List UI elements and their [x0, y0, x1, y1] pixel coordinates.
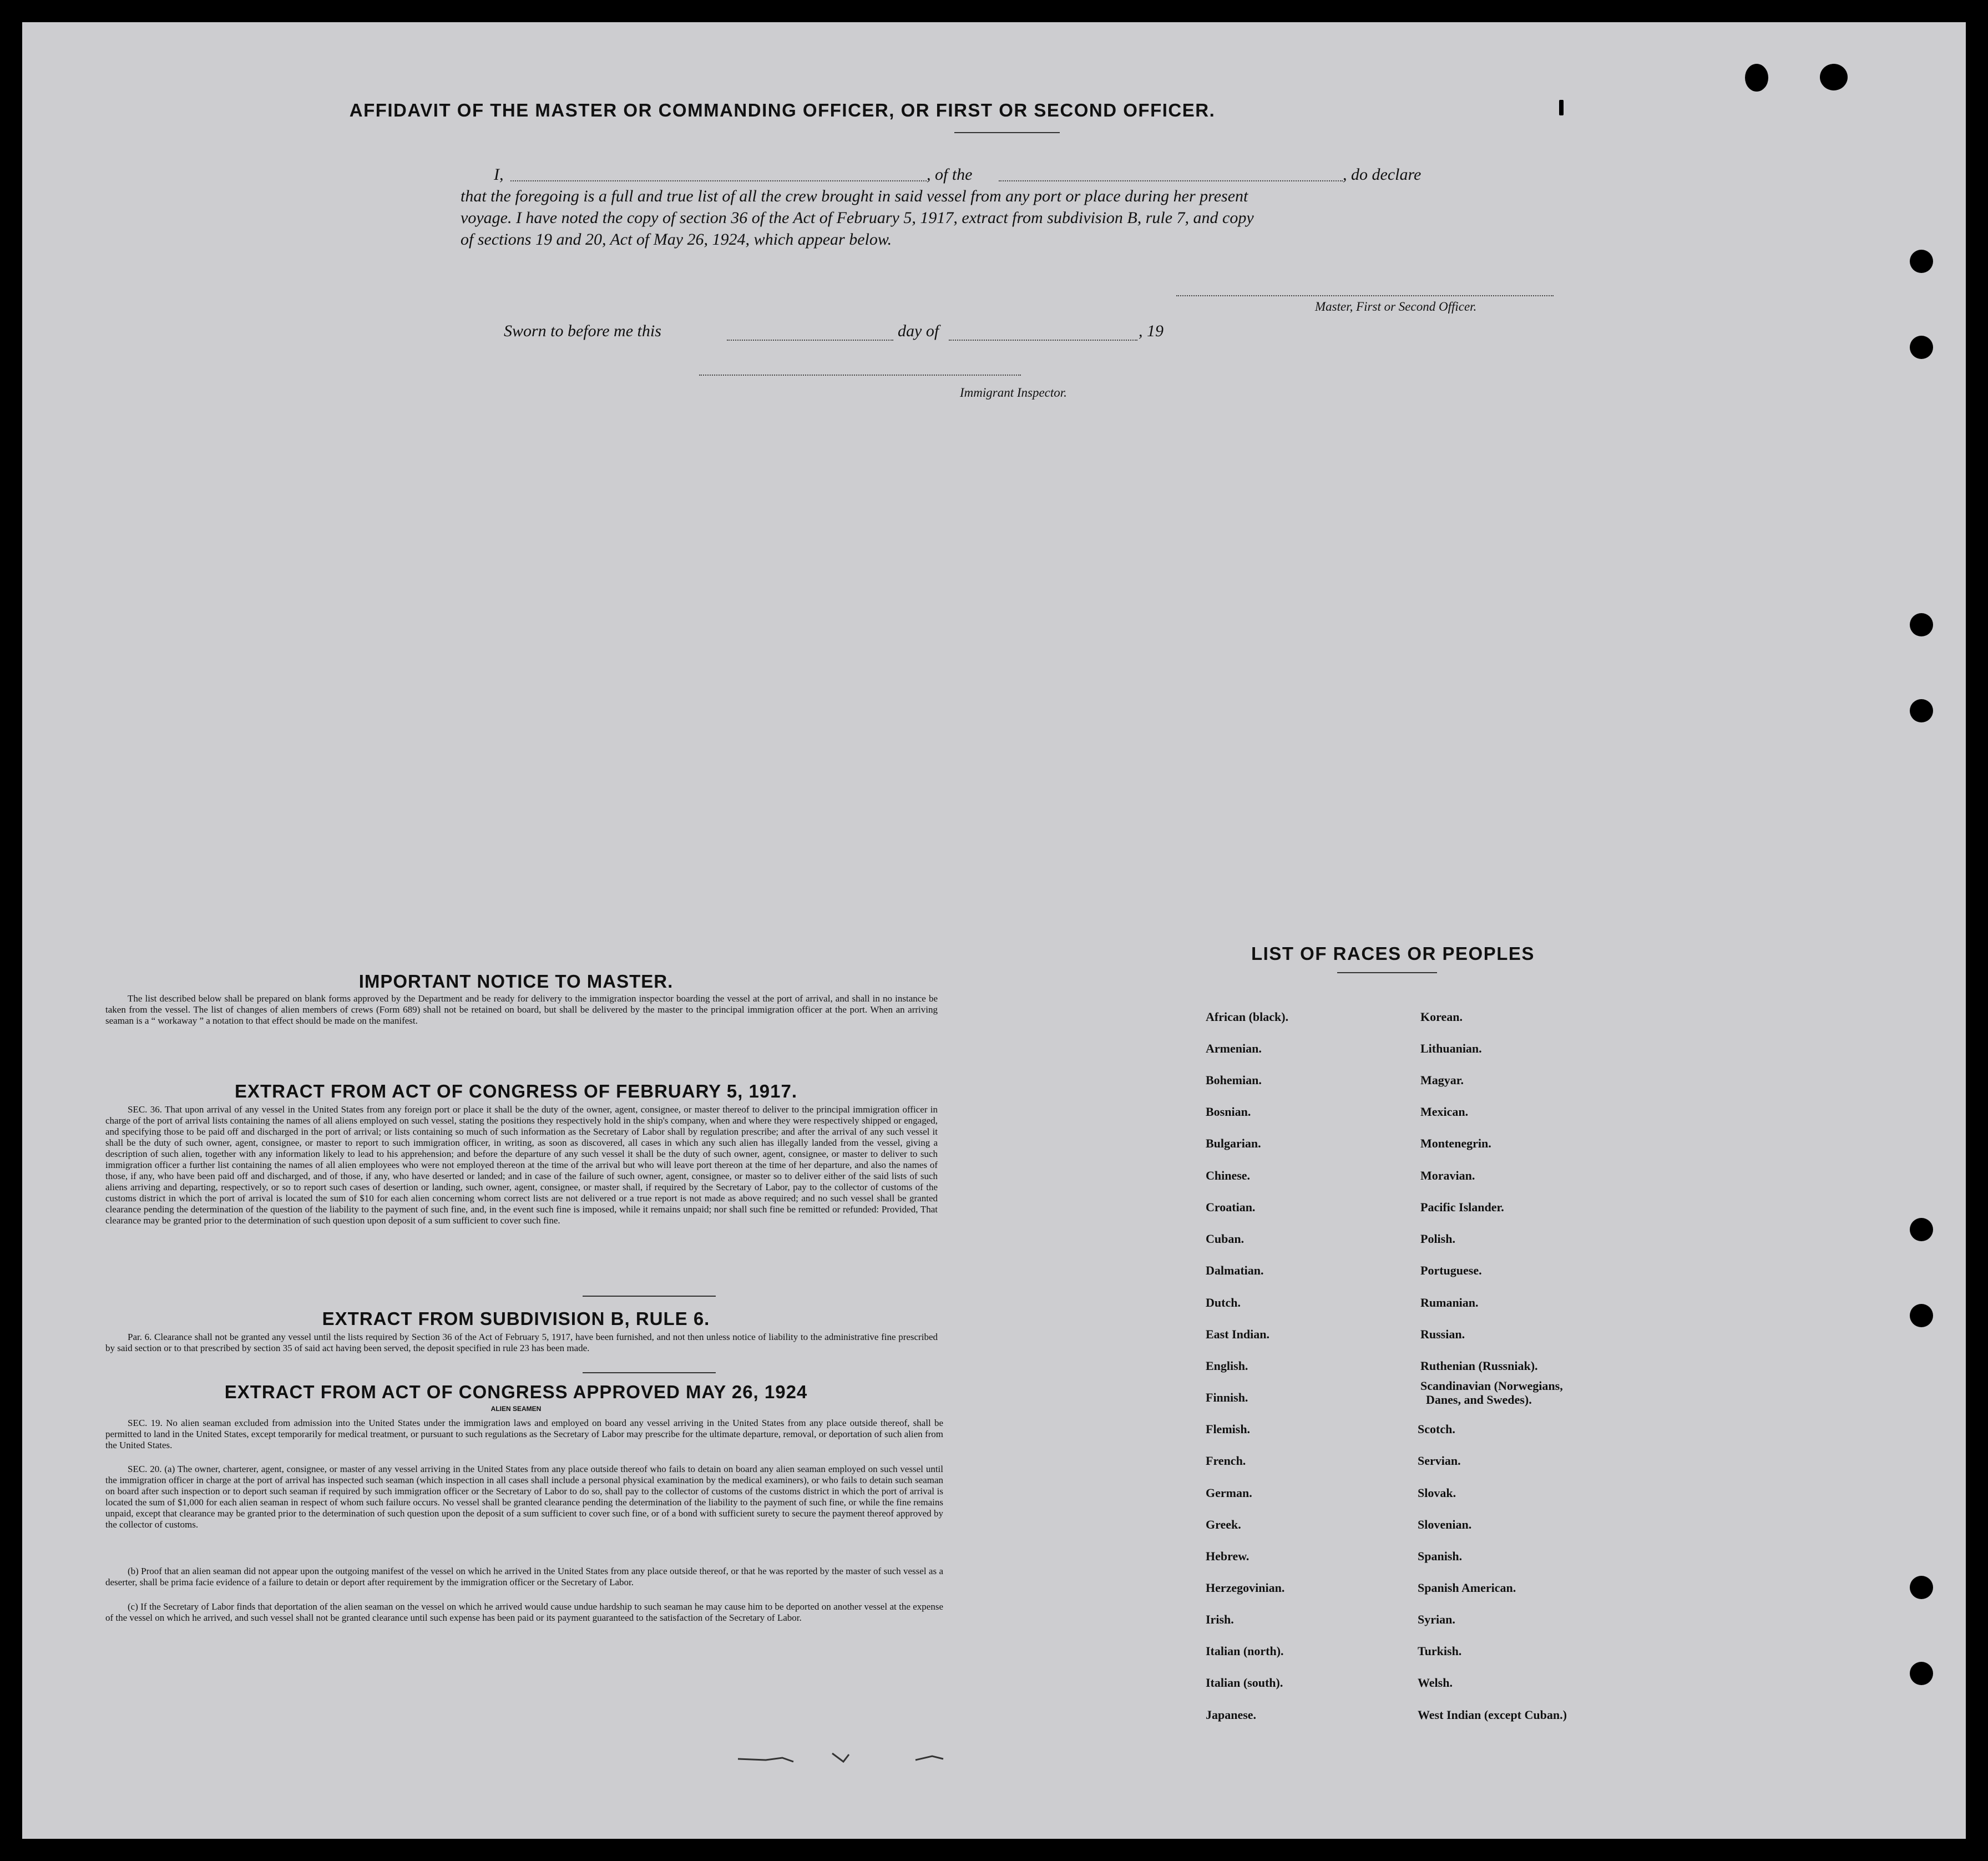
race-item-left: Italian (south). [1206, 1676, 1283, 1690]
inspector-label: Immigrant Inspector. [960, 386, 1067, 399]
race-item-right: Portuguese. [1420, 1263, 1482, 1277]
race-item-left: Flemish. [1206, 1422, 1251, 1436]
race-item-left: Italian (north). [1206, 1644, 1284, 1658]
race-item-left: Japanese. [1206, 1708, 1257, 1722]
races-title-underline [1337, 972, 1437, 973]
inspector-signature-line [699, 375, 1021, 376]
race-item-left: Dutch. [1206, 1296, 1241, 1309]
race-item-left: German. [1206, 1486, 1252, 1500]
pencil-marks [732, 1731, 999, 1776]
race-item-right: Servian. [1418, 1454, 1461, 1468]
extract-1924-sec20c: (c) If the Secretary of Labor finds that deportation of the alien seaman on the vessel on which he arrived would cause undue hardship to such seaman he may cause him to be deported on another vessel at the expense of the vessel on which he arrived, and such vessel shall not be granted clearance until such expense has been paid or its payment guaranteed to the satisfaction of the Secretary of Labor. [105, 1601, 943, 1623]
race-item-left: Croatian. [1206, 1200, 1256, 1214]
race-item-left: English. [1206, 1359, 1248, 1373]
race-item-left: Bohemian. [1206, 1073, 1262, 1087]
name-blank [510, 180, 927, 181]
race-item-right: Syrian. [1418, 1612, 1455, 1626]
race-item-left: Hebrew. [1206, 1549, 1250, 1563]
section-divider [583, 1296, 716, 1297]
declaration-line-3: voyage. I have noted the copy of section 36 of the Act of February 5, 1917, extract from subdivision B, rule 7, and copy [461, 209, 1254, 227]
race-item-right: Slovak. [1418, 1486, 1456, 1500]
race-item-right: Scotch. [1418, 1422, 1455, 1436]
race-item-right: Magyar. [1420, 1073, 1464, 1087]
race-scandinavian-continued: Danes, and Swedes). [1426, 1393, 1532, 1407]
race-item-left: Irish. [1206, 1612, 1234, 1626]
ink-blot [1745, 64, 1768, 92]
declaration-text [461, 164, 1565, 250]
race-item-left: East Indian. [1206, 1327, 1269, 1341]
decl-of-the: , of the [927, 165, 973, 184]
race-item-right: Rumanian. [1420, 1296, 1479, 1309]
race-item-left: African (black). [1206, 1010, 1289, 1024]
race-item-right: Slovenian. [1418, 1518, 1472, 1531]
master-signature-line [1176, 295, 1554, 296]
ink-blot [1820, 64, 1848, 90]
punch-hole [1910, 1662, 1933, 1685]
punch-hole [1910, 613, 1933, 636]
extract-1924-sec20a: SEC. 20. (a) The owner, charterer, agent, consignee, or master of any vessel arriving in the United States from any place outside thereof who fails to detain on board any alien seaman employed on such vessel until the immigration officer in charge at the port of arrival has inspected such seaman (which inspection in all cases shall include a personal physical examination by the medical examiners), or who fails to detain such seaman on board after such inspection or to deport such seaman if required by such immigration officer or the Secretary of Labor to do so, shall pay to the collector of customs of the customs district in which the port of arrival is located the sum of $1,000 for each alien seaman in respect of whom such failure occurs. No vessel shall be granted clearance pending the determination of the liability to the payment of such fine, or while the fine remains unpaid, except that clearance may be granted prior to the determination of such question upon the deposit of a sum sufficient to cover such fine, or of a bond with sufficient surety to secure the payment thereof approved by the collector of customs. [105, 1464, 943, 1530]
declaration-line-2: that the foregoing is a full and true list of all the crew brought in said vessel from any port or place during her present [461, 187, 1248, 205]
punch-hole [1910, 699, 1933, 722]
race-item-left: Bosnian. [1206, 1105, 1251, 1119]
race-item-right: Scandinavian (Norwegians, [1420, 1379, 1563, 1393]
race-item-right: Pacific Islander. [1420, 1200, 1504, 1214]
title-underline [954, 132, 1060, 133]
race-item-left: Armenian. [1206, 1041, 1262, 1055]
race-item-right: Mexican. [1420, 1105, 1469, 1119]
extract-1924-title: EXTRACT FROM ACT OF CONGRESS APPROVED MAY 26, 1924 [224, 1382, 808, 1402]
sworn-text: Sworn to before me this [504, 322, 661, 340]
race-item-right: Turkish. [1418, 1644, 1462, 1658]
extract-1917-title: EXTRACT FROM ACT OF CONGRESS OF FEBRUARY 5, 1917. [234, 1081, 798, 1101]
race-item-right: Welsh. [1418, 1676, 1453, 1690]
sworn-month-blank [949, 340, 1137, 341]
punch-hole [1910, 336, 1933, 359]
race-item-right: West Indian (except Cuban.) [1418, 1708, 1567, 1722]
race-item-right: Korean. [1420, 1010, 1463, 1024]
notice-title: IMPORTANT NOTICE TO MASTER. [358, 971, 674, 992]
extract-rule6-title: EXTRACT FROM SUBDIVISION B, RULE 6. [322, 1308, 710, 1329]
punch-hole [1910, 250, 1933, 273]
extract-1917-body: SEC. 36. That upon arrival of any vessel in the United States from any foreign port or place it shall be the duty of the owner, agent, consignee, or master thereof to deliver to the principal immigration officer in charge of the port of arrival lists containing the names of all aliens employed on such vessel, stating the positions they respectively hold in the ship's company, when and where they were respectively shipped or engaged, and specifying those to be paid off and discharged in the port of arrival; or lists containing so much of such information as the Secretary of Labor shall by regulation prescribe; and after the arrival of any such vessel it shall be the duty of such owner, agent, consignee, or master to report to such immigration officer, in writing, as soon as discovered, all cases in which any such alien has illegally landed from the vessel, giving a description of such alien, together with any information likely to lead to his apprehension; and before the departure of any such vessel it shall be the duty of such owner, agent, consignee, or master to deliver to such immigration officer a further list containing the names of all alien employees who were not employed thereon at the time of the arrival but who will leave port thereon at the time of her departure, and also the names of those, if any, who have been paid off and discharged, and of those, if any, who have deserted or landed; and in case of the failure of such owner, agent, consignee, or master so to deliver either of the said lists of such aliens arriving and departing, respectively, or so to report such cases of desertion or landing, such owner, agent, consignee, or master shall, if required by the Secretary of Labor, pay to the collector of customs of the customs district in which the port of arrival is located the sum of $10 for each alien concerning whom correct lists are not delivered or a true report is not made as above required; and no such vessel shall be granted clearance pending the determination of the question of the liability to the payment of such fine, and, in the event such fine is imposed, while it remains unpaid; nor shall such fine be remitted or refunded: Provided, That clearance may be granted prior to the determination of such question upon deposit of a sum sufficient to cover such fine. [105, 1104, 938, 1226]
vessel-blank [999, 180, 1343, 181]
race-item-right: Spanish. [1418, 1549, 1463, 1563]
race-item-left: Greek. [1206, 1518, 1241, 1531]
day-of-text: day of [898, 322, 939, 340]
extract-rule6-body: Par. 6. Clearance shall not be granted any vessel until the lists required by Section 36 of the Act of February 5, 1917, have been furnished, and not then unless notice of liability to the administrative fine prescribed by said section or to that prescribed by section 35 of said act having been served, the deposit specified in rule 23 has been made. [105, 1332, 938, 1353]
race-item-right: Polish. [1420, 1232, 1455, 1246]
race-item-left: Herzegovinian. [1206, 1581, 1285, 1595]
ink-mark [1559, 100, 1564, 115]
decl-do-declare: , do declare [1343, 165, 1422, 184]
master-label: Master, First or Second Officer. [1315, 300, 1477, 313]
extract-1924-sec20b: (b) Proof that an alien seaman did not appear upon the outgoing manifest of the vessel on which he arrived in the United States from any place outside thereof, or that he was reported by the master of such vessel as a deserter, shall be prima facie evidence of a failure to detain or deport after requirement by the immigration officer or the Secretary of Labor. [105, 1566, 943, 1587]
race-item-left: Dalmatian. [1206, 1263, 1264, 1277]
year-prefix: , 19 [1139, 322, 1164, 340]
race-item-left: Chinese. [1206, 1169, 1251, 1182]
punch-hole [1910, 1304, 1933, 1327]
race-item-left: Bulgarian. [1206, 1136, 1261, 1150]
races-title: LIST OF RACES OR PEOPLES [1251, 943, 1535, 964]
race-item-left: French. [1206, 1454, 1246, 1468]
declaration-line-4: of sections 19 and 20, Act of May 26, 1924, which appear below. [461, 230, 892, 249]
race-item-right: Russian. [1420, 1327, 1465, 1341]
extract-1924-subtitle: ALIEN SEAMEN [490, 1405, 542, 1413]
race-item-right: Montenegrin. [1420, 1136, 1491, 1150]
punch-hole [1910, 1576, 1933, 1599]
extract-1924-sec19: SEC. 19. No alien seaman excluded from admission into the United States under the immigration laws and employed on board any vessel arriving in the United States from any place outside thereof, shall be permitted to land in the United States, except temporarily for medical treatment, or pursuant to such regulations as the Secretary of Labor may prescribe for the ultimate departure, removal, or deportation of such alien from the United States. [105, 1418, 943, 1450]
race-item-right: Lithuanian. [1420, 1041, 1482, 1055]
punch-hole [1910, 1218, 1933, 1241]
decl-i: I, [494, 165, 504, 184]
race-item-left: Finnish. [1206, 1390, 1248, 1404]
sworn-day-blank [727, 340, 893, 341]
affidavit-title: AFFIDAVIT OF THE MASTER OR COMMANDING OFFICER, OR FIRST OR SECOND OFFICER. [349, 100, 1216, 120]
notice-body: The list described below shall be prepared on blank forms approved by the Department and be ready for delivery to the immigration inspector boarding the vessel at the port of arrival, and shall in no instance be taken from the vessel. The list of changes of alien members of crews (Form 689) shall not be retained on board, but shall be delivered by the master to the principal immigration officer at the port. When an arriving seaman is a “ workaway ” a notation to that effect should be made on the manifest. [105, 993, 938, 1026]
race-item-left: Cuban. [1206, 1232, 1245, 1246]
race-item-right: Moravian. [1420, 1169, 1475, 1182]
document-page [22, 22, 1966, 1839]
race-item-right: Ruthenian (Russniak). [1420, 1359, 1538, 1373]
declaration-line-1 [461, 164, 1565, 185]
section-divider [583, 1372, 716, 1373]
race-item-right: Spanish American. [1418, 1581, 1516, 1595]
